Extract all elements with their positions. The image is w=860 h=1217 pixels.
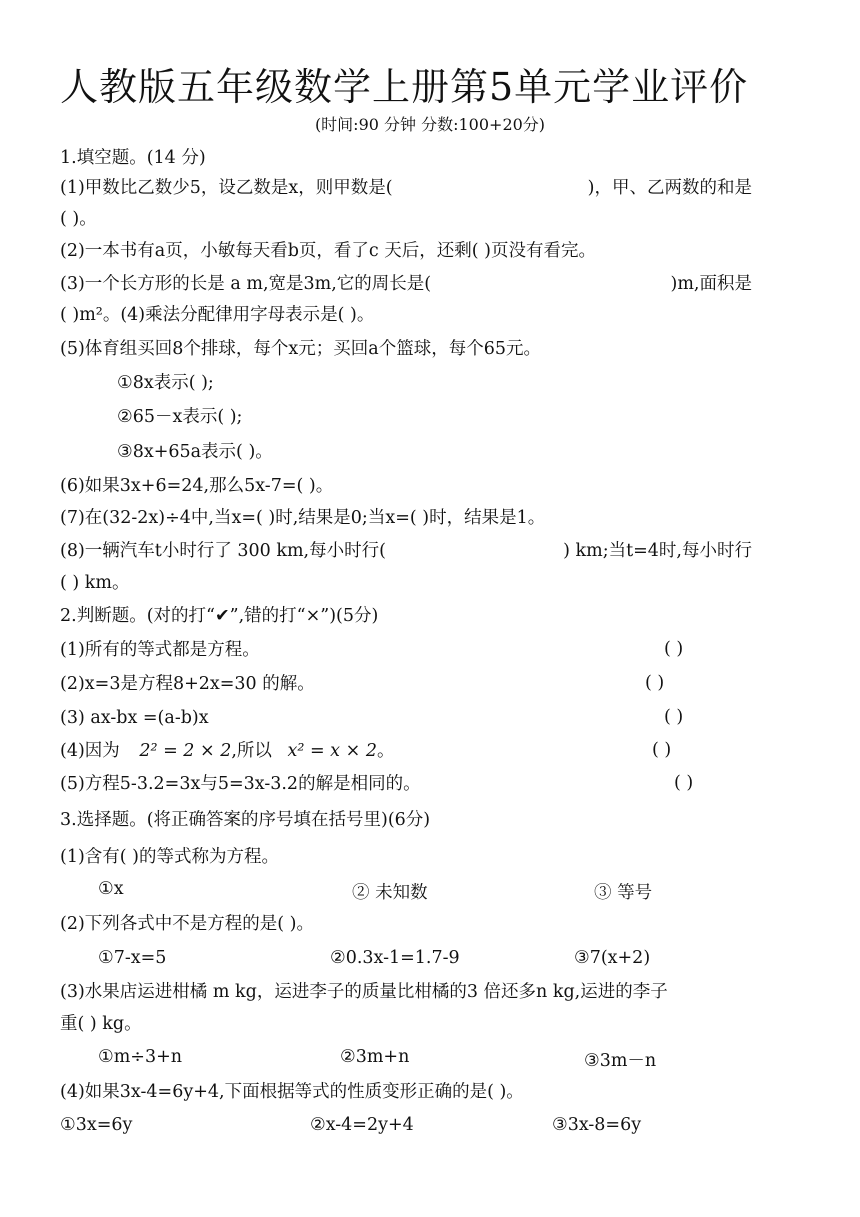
option-3-4-a: ①3x=6y [60, 1115, 133, 1135]
section-2-heading: 2.判断题。(对的打“✔”,错的打“×”)(5分) [60, 606, 379, 626]
question-1-1-right: )，甲、乙两数的和是 [587, 178, 752, 198]
option-3-3-c: ③3m－n [584, 1051, 657, 1071]
option-3-2-c: ③7(x+2) [574, 948, 651, 968]
question-2-4-formula-1: 2² = 2 × 2 [139, 741, 232, 761]
question-2-2: (2)x=3是方程8+2x=30 的解。 [60, 674, 315, 694]
question-1-3-line-2: ( )m²。(4)乘法分配律用字母表示是( )。 [60, 305, 375, 325]
option-3-4-c: ③3x-8=6y [552, 1115, 642, 1135]
question-1-2: (2)一本书有a页，小敏每天看b页，看了c 天后，还剩( )页没有看完。 [60, 241, 597, 261]
question-2-4-formula-2: x² = x × 2 [287, 741, 377, 761]
question-2-3: (3) ax-bx =(a-b)x [60, 708, 209, 728]
question-2-5: (5)方程5-3.2=3x与5=3x-3.2的解是相同的。 [60, 774, 421, 794]
question-1-3-line-1 [60, 273, 752, 295]
question-1-7: (7)在(32-2x)÷4中,当x=( )时,结果是0;当x=( )时，结果是1。 [60, 508, 546, 528]
question-3-3-line-1: (3)水果店运进柑橘 m kg，运进李子的质量比柑橘的3 倍还多n kg,运进的李子 [60, 982, 668, 1002]
question-1-3-right: )m,面积是 [670, 274, 752, 294]
answer-bracket-2-2: ( ) [645, 673, 665, 693]
option-3-1-a: ①x [98, 879, 124, 899]
option-3-2-b: ②0.3x-1=1.7-9 [330, 948, 460, 968]
question-2-4 [60, 740, 394, 762]
section-1-heading: 1.填空题。(14 分) [60, 148, 206, 168]
question-1-8-line-1 [60, 540, 752, 562]
option-3-2-a: ①7-x=5 [98, 948, 167, 968]
page-title: 人教版五年级数学上册第5单元学业评价 [60, 65, 749, 109]
question-1-5-sub-2: ②65－x表示( ); [117, 407, 243, 427]
question-2-4-mid: ,所以 [231, 741, 278, 761]
option-3-4-b: ②x-4=2y+4 [310, 1115, 414, 1135]
question-1-8-right: ) km;当t=4时,每小时行 [563, 541, 752, 561]
question-1-8-left: (8)一辆汽车t小时行了 300 km,每小时行( [60, 541, 386, 561]
question-1-5-sub-3: ③8x+65a表示( )。 [117, 442, 273, 462]
question-3-1: (1)含有( )的等式称为方程。 [60, 847, 280, 867]
question-1-3-left: (3)一个长方形的长是 a m,宽是3m,它的周长是( [60, 274, 432, 294]
question-3-3-line-2: 重( ) kg。 [60, 1014, 142, 1034]
question-1-1-line-1 [60, 177, 752, 199]
answer-bracket-2-5: ( ) [674, 773, 694, 793]
question-1-8-line-2: ( ) km。 [60, 573, 130, 593]
answer-bracket-2-1: ( ) [664, 639, 684, 659]
question-1-6: (6)如果3x+6=24,那么5x-7=( )。 [60, 476, 334, 496]
option-3-3-b: ②3m+n [340, 1047, 410, 1067]
question-1-1-left: (1)甲数比乙数少5，设乙数是x，则甲数是( [60, 178, 393, 198]
answer-bracket-2-4: ( ) [652, 740, 672, 760]
question-3-4: (4)如果3x-4=6y+4,下面根据等式的性质变形正确的是( )。 [60, 1082, 524, 1102]
option-3-1-c: ③ 等号 [594, 883, 653, 903]
option-3-3-a: ①m÷3+n [98, 1047, 183, 1067]
answer-bracket-2-3: ( ) [664, 707, 684, 727]
question-1-5-sub-1: ①8x表示( ); [117, 373, 214, 393]
page-subtitle: (时间:90 分钟 分数:100+20分) [314, 115, 546, 134]
question-1-1-line-2: ( )。 [60, 209, 97, 229]
question-2-4-end: 。 [376, 741, 395, 761]
option-3-1-b: ② 未知数 [352, 883, 428, 903]
question-3-2: (2)下列各式中不是方程的是( )。 [60, 914, 315, 934]
section-3-heading: 3.选择题。(将正确答案的序号填在括号里)(6分) [60, 810, 431, 830]
question-2-4-prefix: (4)因为 [60, 741, 126, 761]
question-1-5: (5)体育组买回8个排球，每个x元；买回a个篮球，每个65元。 [60, 339, 541, 359]
question-2-1: (1)所有的等式都是方程。 [60, 640, 260, 660]
